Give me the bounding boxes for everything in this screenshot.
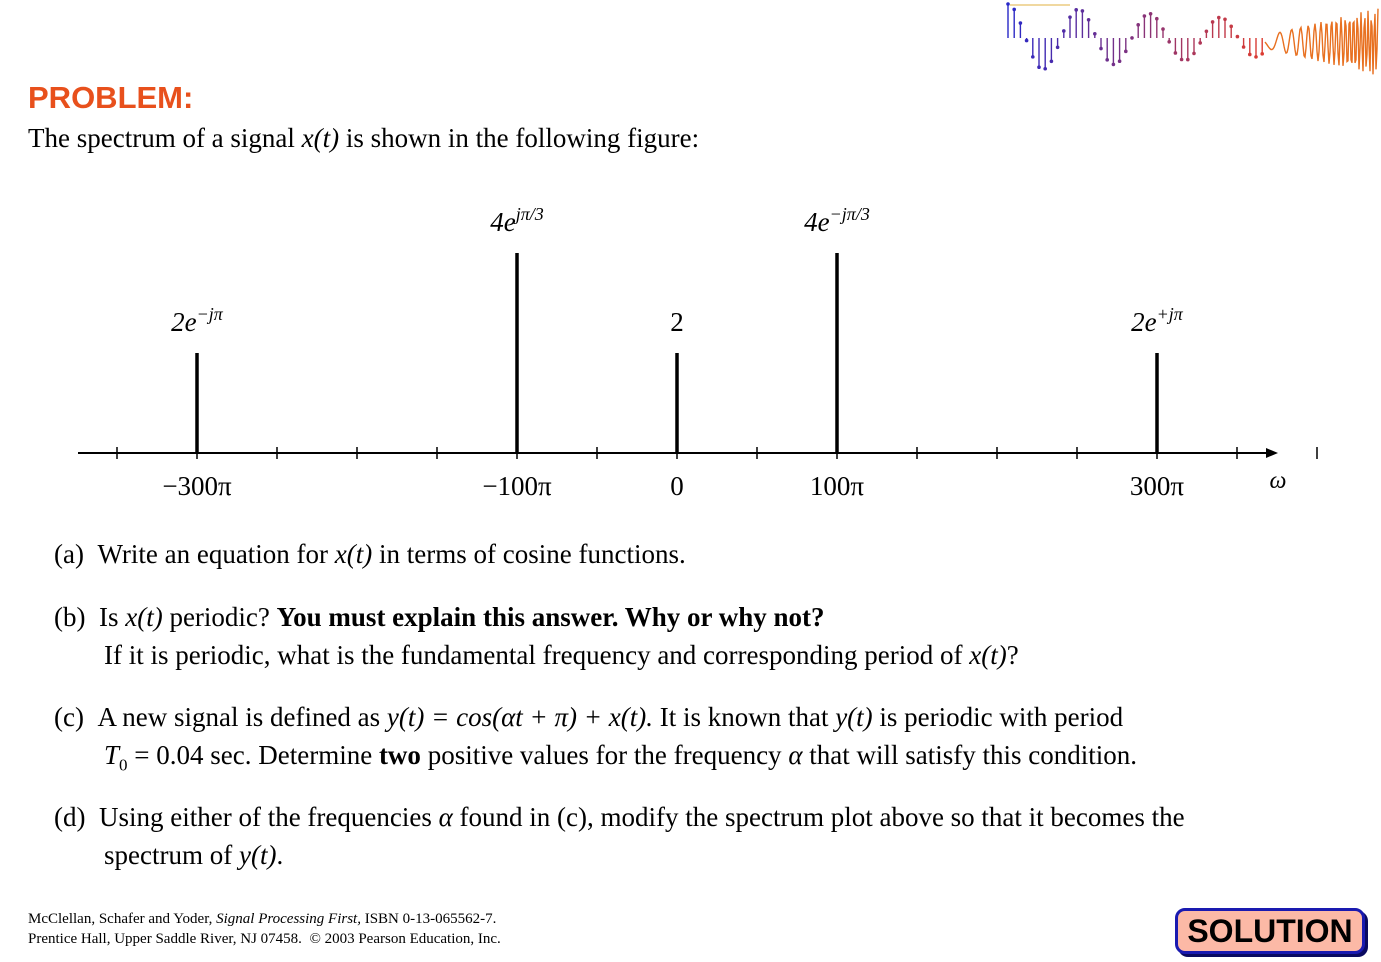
question-b-label: (b) [54, 602, 86, 632]
question-c-line1: (c) A new signal is defined as y(t) = cos(αt + π) + x(t). It is known that y(t) is periodic with period [54, 702, 1124, 732]
coefficient-label: 2 [670, 307, 684, 337]
footer-line-1: McClellan, Schafer and Yoder, Signal Processing First, ISBN 0-13-065562-7. [28, 911, 497, 927]
logo-stem-dot [1180, 58, 1184, 62]
page-title: PROBLEM: [28, 80, 194, 115]
logo-stem-dot [1081, 9, 1085, 13]
question-c-line2: $T_0 = 0.04$ sec. Determine two positive values for the frequency α that will satisfy this condition. [104, 740, 1137, 775]
logo-stem-dot [1186, 58, 1190, 62]
logo-stem-dot [1068, 15, 1072, 19]
signal-equation: y(t) = cos(αt + π) + x(t). [386, 702, 653, 732]
logo-stem-dot [1198, 41, 1202, 45]
logo-stem-dot [1019, 21, 1023, 25]
logo-stem-dot [1118, 59, 1122, 63]
logo-stem-dot [1211, 20, 1215, 24]
logo-stem-dot [1236, 35, 1240, 39]
question-a: (a) Write an equation for x(t) in terms of cosine functions. [54, 539, 686, 569]
logo-stem-dot [1043, 67, 1047, 71]
logo-stem-dot [1112, 63, 1116, 67]
logo-stem-dot [1260, 52, 1264, 56]
question-d-line1: (d) Using either of the frequencies α found in (c), modify the spectrum plot above so that it becomes the [54, 802, 1185, 832]
logo-stem-dot [1037, 65, 1041, 69]
question-d-label: (d) [54, 802, 86, 832]
tick-label: 100π [809, 471, 865, 501]
logo-stem-dot [1205, 29, 1209, 33]
logo-stem-dot [1254, 55, 1258, 59]
logo-stem-dot [1174, 51, 1178, 55]
question-d-line2: spectrum of y(t). [104, 840, 284, 870]
logo-stem-dot [1099, 47, 1103, 51]
logo-stem-dot [1031, 55, 1035, 59]
tick-labels [162, 471, 1184, 501]
axis-label-omega: ω [1269, 468, 1287, 494]
book-title: Signal Processing First, [216, 911, 361, 927]
logo-stem-dot [1124, 50, 1128, 54]
logo-stem-dot [1130, 36, 1134, 40]
logo-stem-dot [1087, 18, 1091, 22]
logo-stem-dot [1062, 29, 1066, 33]
logo-stem-dot [1217, 16, 1221, 20]
logo-stem-dot [1167, 40, 1171, 44]
footer-line-2: Prentice Hall, Upper Saddle River, NJ 07458. © 2003 Pearson Education, Inc. [28, 931, 501, 947]
tick-label: 300π [1129, 471, 1185, 501]
tick-label: −300π [162, 471, 232, 501]
coefficient-label: $4e^{-j\pi/3}$ [804, 204, 870, 237]
question-a-label: (a) [54, 539, 84, 569]
logo-stem-dot [1105, 58, 1109, 62]
logo-stem-dot [1074, 8, 1078, 12]
logo-stem-dot [1012, 8, 1016, 12]
question-b-line1: (b) Is x(t) periodic? You must explain this answer. Why or why not? [54, 602, 825, 632]
coefficient-label: $2e^{-j\pi}$ [171, 304, 223, 337]
tick-label: −100π [482, 471, 552, 501]
spectral-lines [197, 253, 1157, 453]
question-b-line2: If it is periodic, what is the fundamental frequency and corresponding period of x(t)? [104, 640, 1019, 670]
logo-stem-dot [1229, 25, 1233, 29]
logo-stem-dot [1136, 23, 1140, 27]
copyright-footer [28, 909, 501, 949]
spf-logo [1000, 0, 1381, 90]
logo-stem-dot [1093, 32, 1097, 36]
logo-stem-dot [1155, 17, 1159, 21]
coefficient-label: $2e^{+j\pi}$ [1131, 304, 1183, 337]
logo-stem-dot [1050, 60, 1054, 64]
coefficient-labels [171, 204, 1184, 337]
spectrum-plot [0, 190, 1381, 510]
logo-stem-dot [1149, 12, 1153, 16]
solution-button[interactable]: SOLUTION [1175, 908, 1365, 954]
logo-stem-dot [1192, 52, 1196, 56]
logo-stem-dot [1223, 17, 1227, 21]
signal-symbol: x(t) [301, 123, 340, 153]
logo-stem-dot [1006, 2, 1010, 6]
logo-stem-dot [1056, 45, 1060, 49]
logo-stem-dot [1143, 14, 1147, 18]
logo-chirp [1265, 9, 1378, 75]
logo-stem-dot [1248, 53, 1252, 57]
logo-stem-dot [1161, 27, 1165, 31]
logo-stem-dot [1025, 39, 1029, 43]
tick-label: 0 [670, 471, 684, 501]
coefficient-label: $4e^{j\pi/3}$ [490, 204, 544, 237]
axis-arrow [1266, 448, 1278, 458]
intro-text: The spectrum of a signal x(t) is shown in the following figure: [28, 123, 700, 153]
question-c-label: (c) [54, 702, 84, 732]
logo-stem-dot [1242, 45, 1246, 49]
